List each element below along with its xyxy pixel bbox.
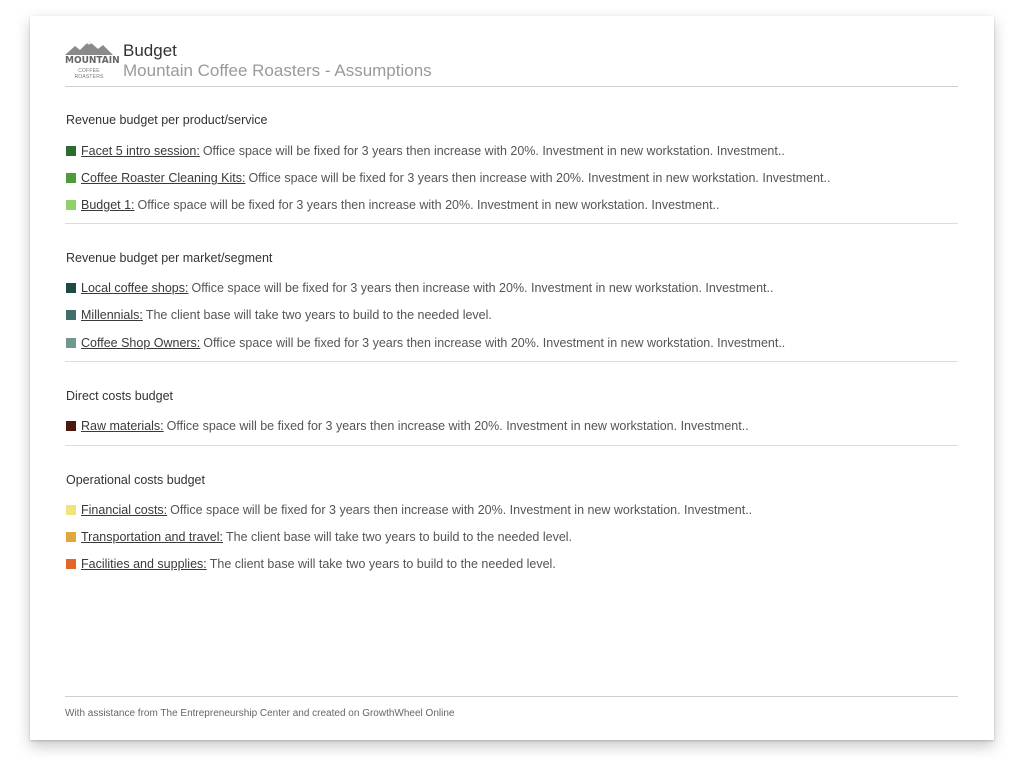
color-swatch (66, 505, 76, 515)
item-description: Office space will be fixed for 3 years then increase with 20%. Investment in new workstation. Investment.. (203, 336, 786, 350)
item-link[interactable]: Budget 1: (81, 198, 135, 212)
list-item (66, 307, 492, 323)
item-link[interactable]: Millennials: (81, 308, 143, 322)
item-link[interactable]: Coffee Roaster Cleaning Kits: (81, 171, 246, 185)
item-description: Office space will be fixed for 3 years then increase with 20%. Investment in new workstation. Investment.. (248, 171, 831, 185)
section-divider (65, 361, 958, 362)
page-subtitle: Mountain Coffee Roasters - Assumptions (123, 61, 432, 80)
section-revenue-market (65, 250, 958, 374)
item-description: Office space will be fixed for 3 years then increase with 20%. Investment in new workstation. Investment.. (166, 419, 749, 433)
color-swatch (66, 146, 76, 156)
list-item (66, 143, 785, 159)
page-title: Budget (123, 41, 177, 60)
section-direct-costs (65, 388, 958, 458)
document-sheet (30, 16, 994, 740)
color-swatch (66, 338, 76, 348)
list-item (66, 335, 785, 351)
item-description: The client base will take two years to build to the needed level. (145, 308, 492, 322)
mountain-peaks-icon (65, 40, 113, 56)
section-title: Revenue budget per market/segment (66, 251, 273, 265)
mountain-logo (65, 40, 120, 80)
item-description: Office space will be fixed for 3 years then increase with 20%. Investment in new workstation. Investment.. (137, 198, 720, 212)
list-item (66, 502, 752, 518)
item-description: Office space will be fixed for 3 years then increase with 20%. Investment in new workstation. Investment.. (202, 144, 785, 158)
item-description: Office space will be fixed for 3 years then increase with 20%. Investment in new workstation. Investment.. (170, 503, 753, 517)
color-swatch (66, 200, 76, 210)
item-description: The client base will take two years to build to the needed level. (225, 530, 573, 544)
item-link[interactable]: Raw materials: (81, 419, 164, 433)
list-item (66, 170, 830, 186)
color-swatch (66, 532, 76, 542)
footer-divider (65, 696, 958, 697)
color-swatch (66, 421, 76, 431)
logo-subtext: COFFEE ROASTERS (74, 68, 104, 80)
section-divider (65, 445, 958, 446)
item-link[interactable]: Financial costs: (81, 503, 168, 517)
item-link[interactable]: Coffee Shop Owners: (81, 336, 201, 350)
footer-credit: With assistance from The Entrepreneurship Center and created on GrowthWheel Online (65, 708, 455, 719)
item-description: Office space will be fixed for 3 years then increase with 20%. Investment in new workstation. Investment.. (191, 281, 774, 295)
logo-wordmark: MOUNTAIN (65, 55, 120, 66)
item-link[interactable]: Facet 5 intro session: (81, 144, 200, 158)
color-swatch (66, 559, 76, 569)
list-item (66, 529, 572, 545)
item-link[interactable]: Facilities and supplies: (81, 557, 207, 571)
color-swatch (66, 310, 76, 320)
item-description: The client base will take two years to build to the needed level. (209, 557, 556, 571)
document-header (65, 40, 958, 87)
section-title: Direct costs budget (66, 389, 173, 403)
item-link[interactable]: Local coffee shops: (81, 281, 189, 295)
section-title: Revenue budget per product/service (66, 113, 268, 127)
list-item (66, 556, 556, 572)
section-revenue-product (65, 112, 958, 236)
list-item (66, 418, 749, 434)
item-link[interactable]: Transportation and travel: (81, 530, 223, 544)
list-item (66, 280, 773, 296)
color-swatch (66, 173, 76, 183)
color-swatch (66, 283, 76, 293)
section-operational-costs (65, 472, 958, 582)
section-title: Operational costs budget (66, 473, 205, 487)
list-item (66, 197, 720, 213)
section-divider (65, 223, 958, 224)
